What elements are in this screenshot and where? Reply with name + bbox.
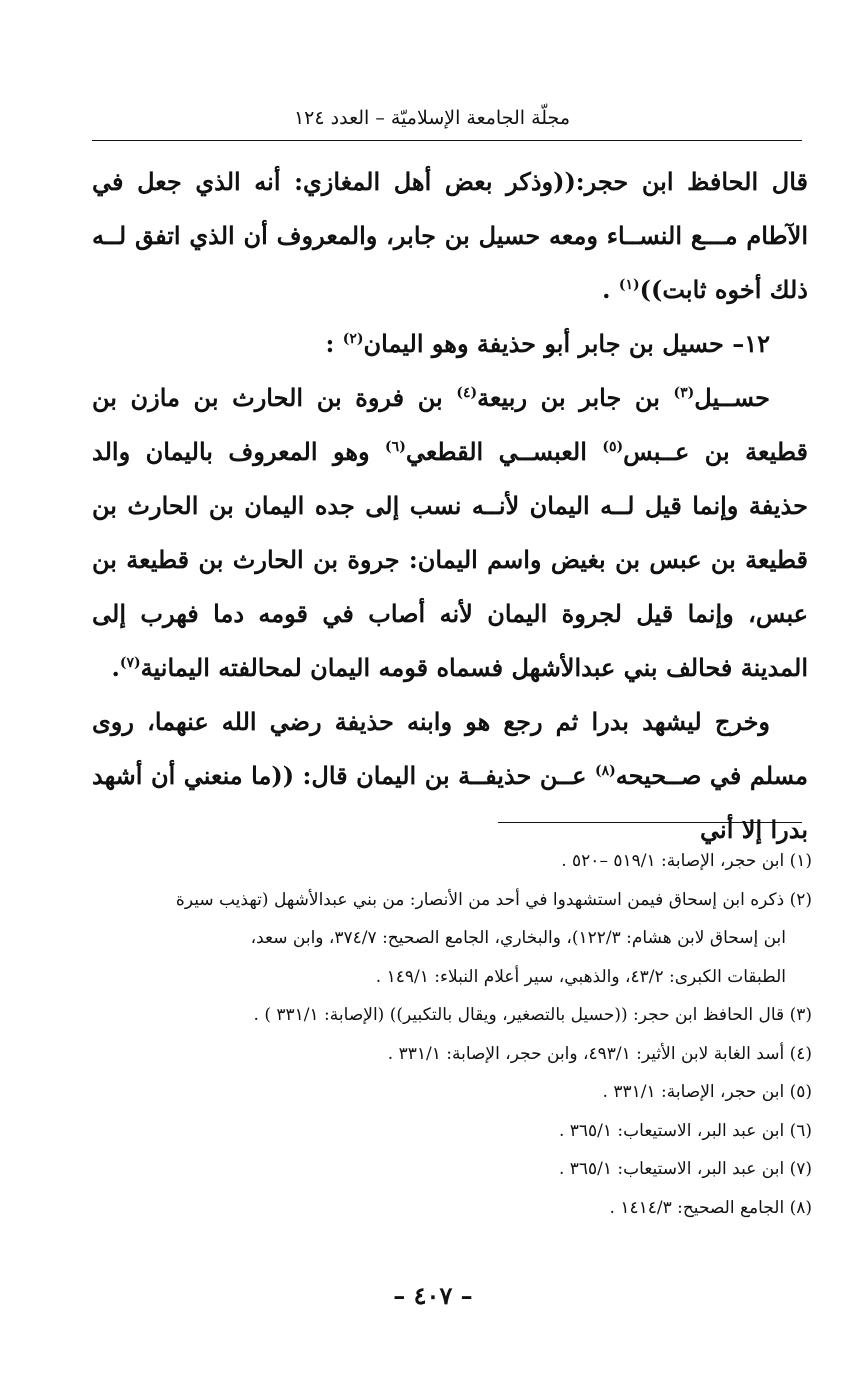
journal-header: مجلّة الجامعة الإسلاميّة – العدد ١٢٤ <box>293 107 570 129</box>
footnote-4: (٤) أسد الغابة لابن الأثير: ٤٩٣/١، وابن حجر، الإصابة: ٣٣١/١ . <box>387 1043 812 1064</box>
footnote-ref-3: (٣) <box>673 385 695 401</box>
footnote-divider <box>498 822 802 823</box>
footnote-ref-4: (٤) <box>456 385 478 401</box>
footnote-ref-5: (٥) <box>602 439 624 455</box>
paragraph-ibn-hajar-quote <box>92 155 808 317</box>
footnote-ref-2: (٢) <box>342 331 364 347</box>
footnote-8: (٨) الجامع الصحيح: ١٤١٤/٣ . <box>609 1197 812 1218</box>
footnotes-section <box>80 842 812 1227</box>
lineage-end: . <box>111 653 120 682</box>
paragraph-text: قال الحافظ ابن حجر:((وذكر بعض أهل المغازي: أنه الذي جعل في الآطام مـــع النســاء ومعه حسيل بن جابر، والمعروف أن الذي اتفق لــه ذلك أخوه ثابت)) <box>92 167 808 304</box>
lineage-part-3: بن فروة بن الحارث بن مازن بن قطيعة بن عــبس <box>92 383 808 466</box>
paragraph-lineage <box>92 371 808 695</box>
footnote-ref-6: (٦) <box>385 439 406 455</box>
footnote-2-continued: ابن إسحاق لابن هشام: ١٢٢/٣)، والبخاري، الجامع الصحيح: ٣٧٤/٧، وابن سعد، <box>250 928 786 948</box>
footnote-1: (١) ابن حجر، الإصابة: ٥١٩/١ –٥٢٠ . <box>561 851 812 871</box>
footnote-2: (٢) ذكره ابن إسحاق فيمن استشهدوا في أحد من الأنصار: من بني عبدالأشهل (تهذيب سيرة <box>175 889 812 910</box>
lineage-part-1: حســيل <box>694 383 771 412</box>
lineage-part-2: بن جابر بن ربيعة <box>477 383 674 412</box>
badr-part-1: وخرج ليشهد بدرا ثم رجع هو وابنه حذيفة رضي الله عنهما، روى مسلم في صــحيحه <box>92 707 809 790</box>
footnote-6: (٦) ابن عبد البر، الاستيعاب: ٣٦٥/١ . <box>558 1120 812 1141</box>
section-heading-text: ١٢– حسيل بن جابر أبو حذيفة وهو اليمان <box>363 329 770 358</box>
heading-end: : <box>325 329 335 358</box>
footnote-ref-1: (١) <box>618 277 640 293</box>
page-number: – ٤٠٧ – <box>393 1281 473 1310</box>
footnote-3: (٣) قال الحافظ ابن حجر: ((حسيل بالتصغير، ويقال بالتكبير)) (الإصابة: ٣٣١/١ ) . <box>253 1005 812 1025</box>
footnote-2-continued-end: الطبقات الكبرى: ٤٣/٢، والذهبي، سير أعلام النبلاء: ١٤٩/١ . <box>375 966 786 987</box>
footnote-7: (٧) ابن عبد البر، الاستيعاب: ٣٦٥/١ . <box>558 1159 812 1179</box>
section-heading <box>92 317 808 371</box>
footnote-ref-8: (٨) <box>595 763 616 779</box>
badr-part-2: عــن حذيفــة بن اليمان قال: ((ما منعني أن أشهد بدرا إلا أني <box>92 761 808 844</box>
lineage-part-5: وهو المعروف باليمان والد حذيفة وإنما قيل لــه اليمان لأنــه نسب إلى جده اليمان بن الحارث بن قطيعة بن عبس بن بغيض واسم اليمان: جروة بن الحارث بن قطيعة بن عبس، وإنما قيل لجروة اليمان لأنه أصاب في قومه دما فهرب إلى المدينة فحالف بني عبدالأشهل فسماه قومه اليمان لمحالفته اليمانية <box>92 437 809 682</box>
paragraph-end: . <box>602 275 611 304</box>
lineage-part-4: العبســي القطعي <box>405 437 603 466</box>
footnote-5: (٥) ابن حجر، الإصابة: ٣٣١/١ . <box>602 1082 812 1102</box>
footnote-ref-7: (٧) <box>119 655 141 671</box>
main-body <box>92 155 808 857</box>
header-divider <box>92 140 802 141</box>
paragraph-badr <box>92 695 808 857</box>
